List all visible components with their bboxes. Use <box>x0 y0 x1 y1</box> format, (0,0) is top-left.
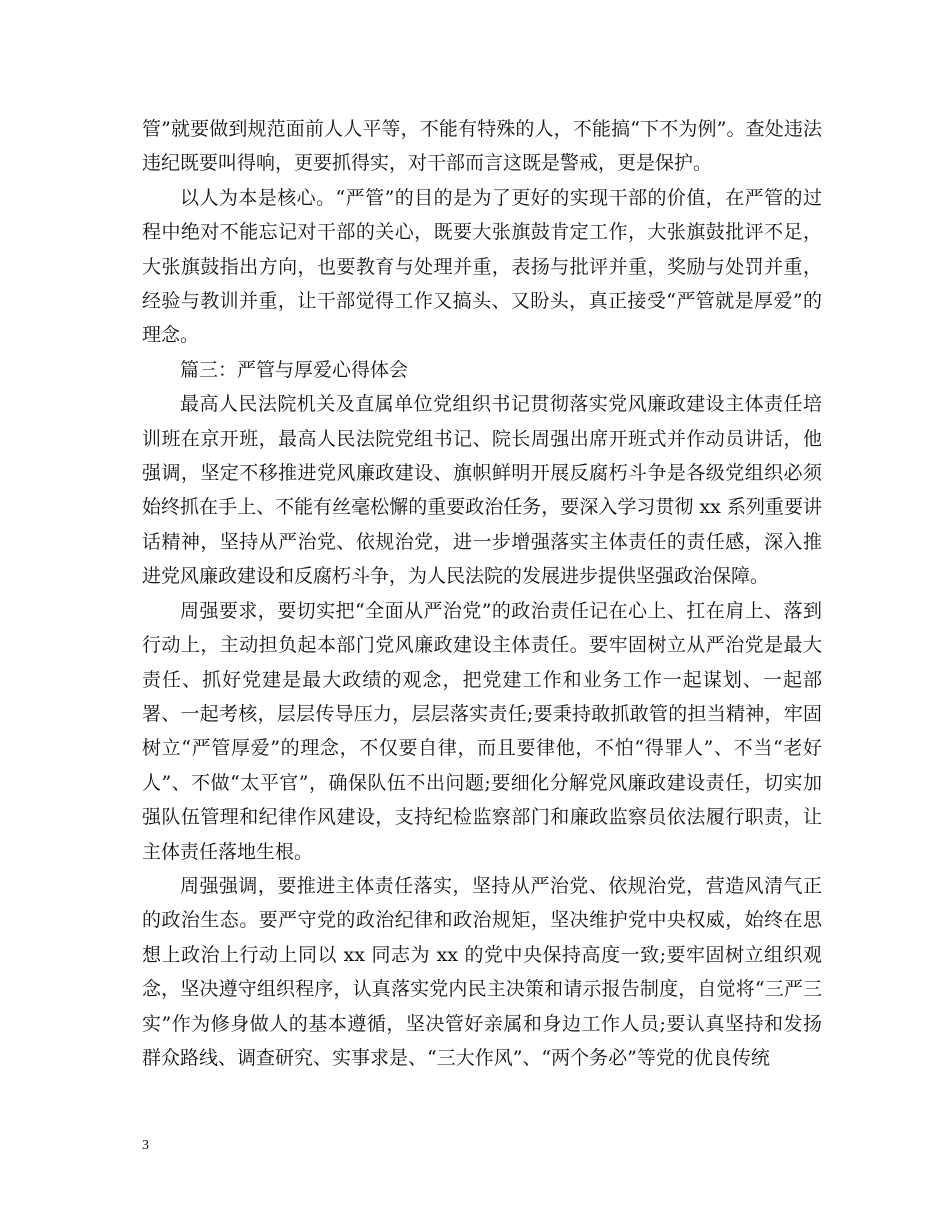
paragraph-continuation: 管”就要做到规范面前人人平等，不能有特殊的人，不能搞“下不为例”。查处违法违纪既要叫得响，更要抓得实，对干部而言这既是警戒，更是保护。 <box>142 118 822 175</box>
section-heading: 篇三：严管与厚爱心得体会 <box>180 358 409 381</box>
document-body <box>142 112 822 1075</box>
paragraph-training-class: 最高人民法院机关及直属单位党组织书记贯彻落实党风廉政建设主体责任培训班在京开班，最高人民法院党组书记、院长周强出席开班式并作动员讲话，他强调，坚定不移推进党风廉政建设、旗帜鲜明开展反腐朽斗争是各级党组织必须始终抓在手上、不能有丝毫松懈的重要政治任务，要深入学习贯彻 xx 系列重要讲话精神，坚持从严治党、依规治党，进一步增强落实主体责任的责任感，深入推进党风廉政建设和反腐朽斗争，为人民法院的发展进步提供坚强政治保障。 <box>142 393 822 588</box>
paragraph-people-oriented: 以人为本是核心。“严管”的目的是为了更好的实现干部的价值，在严管的过程中绝对不能忘记对干部的关心，既要大张旗鼓肯定工作，大张旗鼓批评不足，大张旗鼓指出方向，也要教育与处理并重，表扬与批评并重，奖励与处罚并重，经验与教训并重，让干部觉得工作又搞头、又盼头，真正接受“严管就是厚爱”的理念。 <box>142 186 822 347</box>
paragraph-zhouqiang-requirements: 周强要求，要切实把“全面从严治党”的政治责任记在心上、扛在肩上、落到行动上，主动担负起本部门党风廉政建设主体责任。要牢固树立从严治党是最大责任、抓好党建是最大政绩的观念，把党建工作和业务工作一起谋划、一起部署、一起考核，层层传导压力，层层落实责任;要秉持敢抓敢管的担当精神，牢固树立“严管厚爱”的理念，不仅要自律，而且要律他，不怕“得罪人”、不当“老好人”、不做“太平官”，确保队伍不出问题;要细化分解党风廉政建设责任，切实加强队伍管理和纪律作风建设，支持纪检监察部门和廉政监察员依法履行职责，让主体责任落地生根。 <box>142 599 822 863</box>
page-number: 3 <box>142 1138 149 1153</box>
paragraph-zhouqiang-emphasis: 周强强调，要推进主体责任落实，坚持从严治党、依规治党，营造风清气正的政治生态。要严守党的政治纪律和政治规矩，坚决维护党中央权威，始终在思想上政治上行动上同以 xx 同志为 xx 的党中央保持高度一致;要牢固树立组织观念，坚决遵守组织程序，认真落实党内民主决策和请示报告制度，自觉将“三严三实”作为修身做人的基本遵循，坚决管好亲属和身边工作人员;要认真坚持和发扬群众路线、调查研究、实事求是、“三大作风”、“两个务必”等党的优良传统 <box>142 874 822 1069</box>
